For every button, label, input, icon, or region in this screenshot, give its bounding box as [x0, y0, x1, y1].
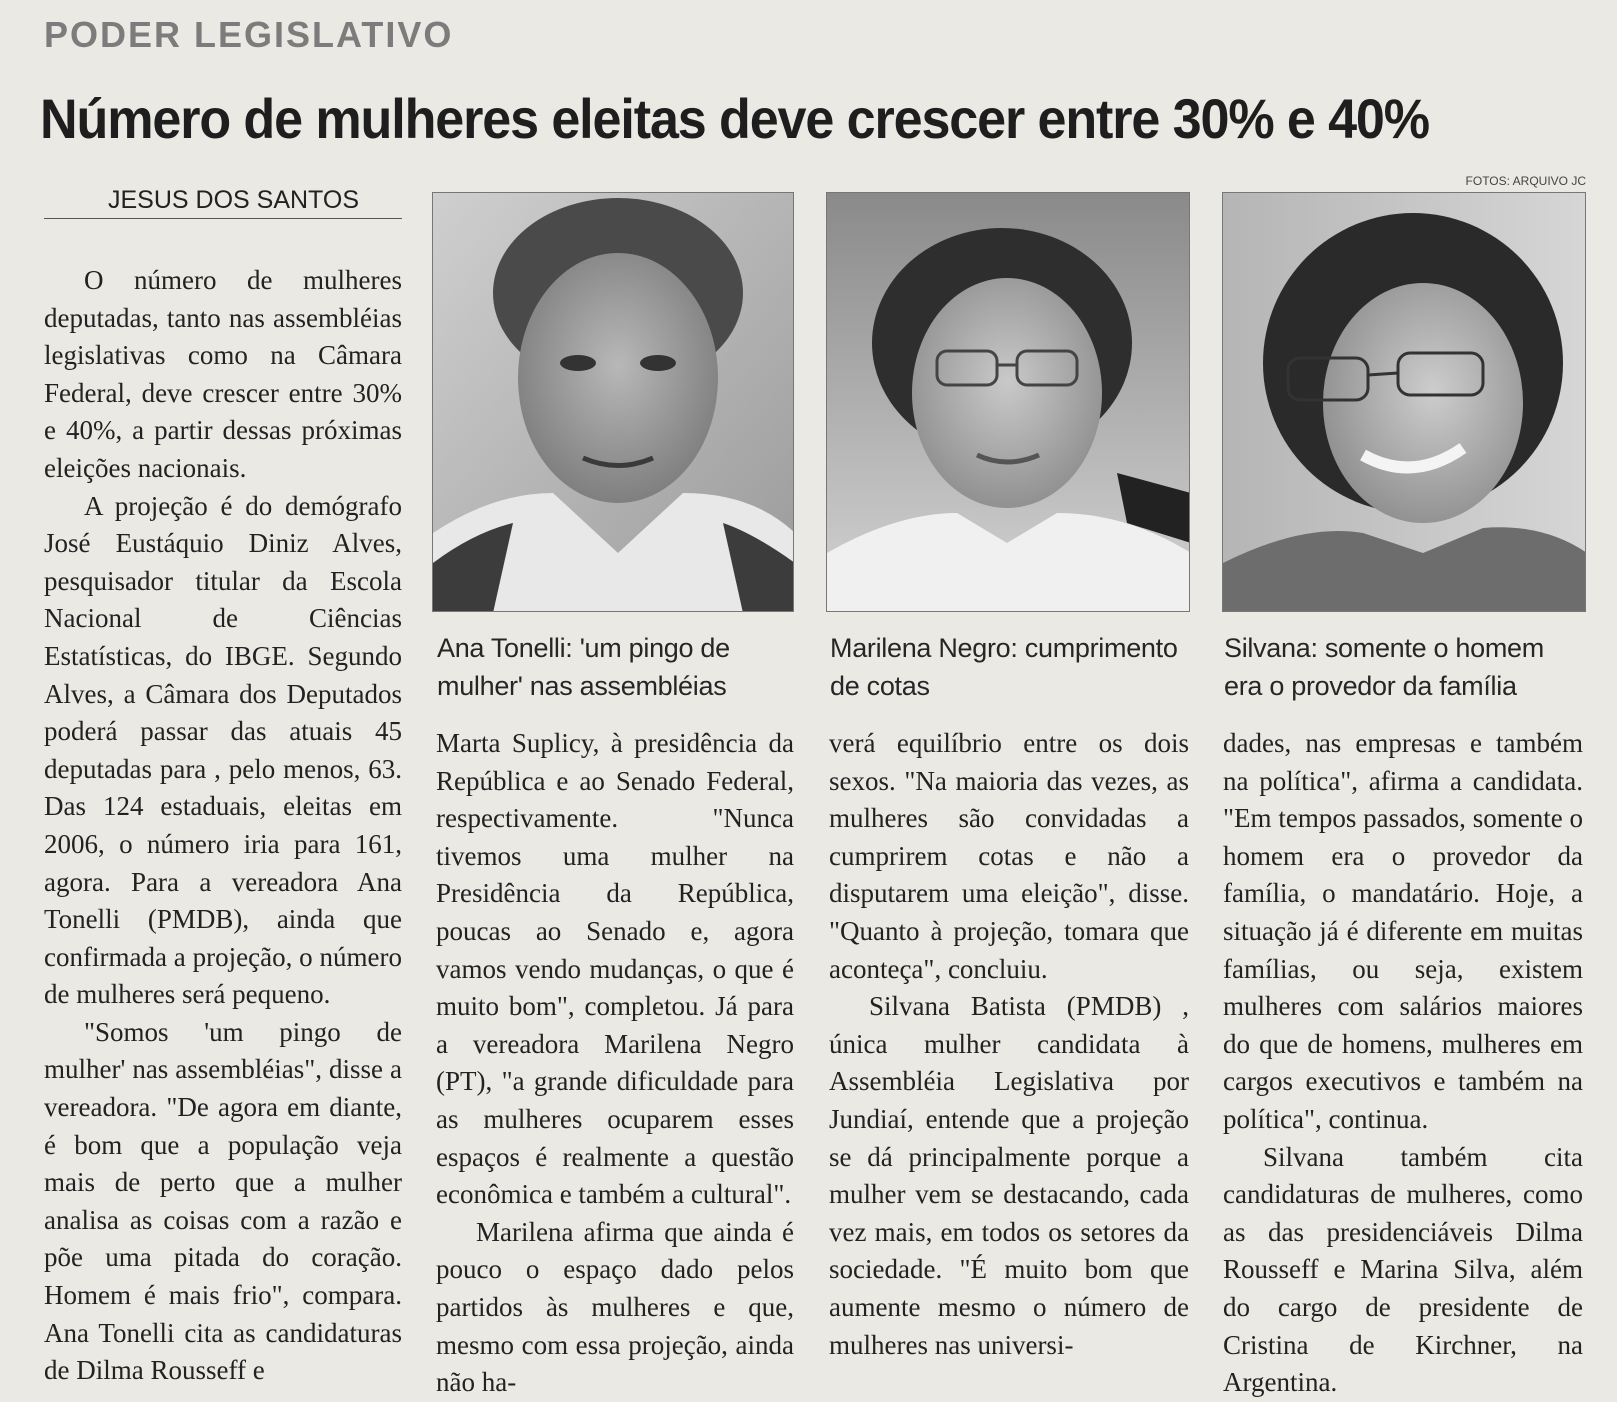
photo-credit: FOTOS: ARQUIVO JC [1465, 174, 1586, 188]
article-column-2 [436, 725, 794, 1402]
byline: JESUS DOS SANTOS [44, 186, 402, 219]
paragraph: Silvana Batista (PMDB) , única mulher candidata à Assembléia Legislativa por Jundiaí, entende que a projeção se dá principalmente porque a mulher vem se destacando, cada vez mais, em todos os setores da sociedade. "É muito bom que aumente mesmo o número de mulheres nas universi- [829, 991, 1189, 1360]
headline: Número de mulheres eleitas deve crescer entre 30% e 40% [40, 87, 1429, 150]
article-column-3 [829, 725, 1189, 1364]
portrait-image [433, 193, 794, 612]
portrait-image [1223, 193, 1586, 612]
paragraph: Marilena afirma que ainda é pouco o espaço dado pelos partidos às mulheres e que, mesmo com essa projeção, ainda não ha- [436, 1216, 794, 1398]
portrait-image [827, 193, 1190, 612]
paragraph: "Somos 'um pingo de mulher' nas assembléias", disse a vereadora. "De agora em diante, é bom que a população veja mais de perto que a mulher analisa as coisas com a razão e põe uma pitada do coração. Homem é mais frio", compara. Ana Tonelli cita as candidaturas de Dilma Rousseff e [44, 1016, 402, 1386]
caption-silvana: Silvana: somente o homem era o provedor da família [1224, 633, 1544, 701]
photo-marilena-negro [826, 192, 1190, 612]
article-column-4 [1223, 725, 1583, 1402]
paragraph: dades, nas empresas e também na política", afirma a candidata. "Em tempos passados, somente o homem era o provedor da família, o mandatário. Hoje, a situação já é diferente em muitas famílias, ou seja, existem mulheres com salários maiores do que de homens, mulheres em cargos executivos e também na política", continua. [1223, 728, 1583, 1134]
photo-silvana [1222, 192, 1586, 612]
caption-ana-tonelli: Ana Tonelli: 'um pingo de mulher' nas assembléias [437, 633, 730, 701]
paragraph: Marta Suplicy, à presidência da República e ao Senado Federal, respectivamente. "Nunca tivemos uma mulher na Presidência da República, poucas ao Senado e, agora vamos vendo mudanças, o que é muito bom", completou. Já para a vereadora Marilena Negro (PT), "a grande dificuldade para as mulheres ocuparem esses espaços é realmente a questão econômica e também a cultural". [436, 728, 794, 1210]
paragraph: verá equilíbrio entre os dois sexos. "Na maioria das vezes, as mulheres são convidadas a cumprirem cotas e não a disputarem uma eleição", disse. "Quanto à projeção, tomara que aconteça", concluiu. [829, 728, 1189, 984]
section-label: PODER LEGISLATIVO [44, 14, 454, 55]
photo-ana-tonelli [432, 192, 794, 612]
paragraph: O número de mulheres deputadas, tanto nas assembléias legislativas como na Câmara Federal, deve crescer entre 30% e 40%, a partir dessas próximas eleições nacionais. [44, 265, 402, 483]
paragraph: A projeção é do demógrafo José Eustáquio Diniz Alves, pesquisador titular da Escola Nacional de Ciências Estatísticas, do IBGE. Segundo Alves, a Câmara dos Deputados poderá passar das atuais 45 deputadas para , pelo menos, 63. Das 124 estaduais, eleitas em 2006, o número iria para 161, agora. Para a vereadora Ana Tonelli (PMDB), ainda que confirmada a projeção, o número de mulheres será pequeno. [44, 490, 402, 1010]
article-column-1 [44, 262, 402, 1390]
paragraph: Silvana também cita candidaturas de mulheres, como as das presidenciáveis Dilma Rousseff e Marina Silva, além do cargo de presidente de Cristina de Kirchner, na Argentina. [1223, 1141, 1583, 1398]
caption-marilena-negro: Marilena Negro: cumprimento de cotas [830, 633, 1178, 701]
